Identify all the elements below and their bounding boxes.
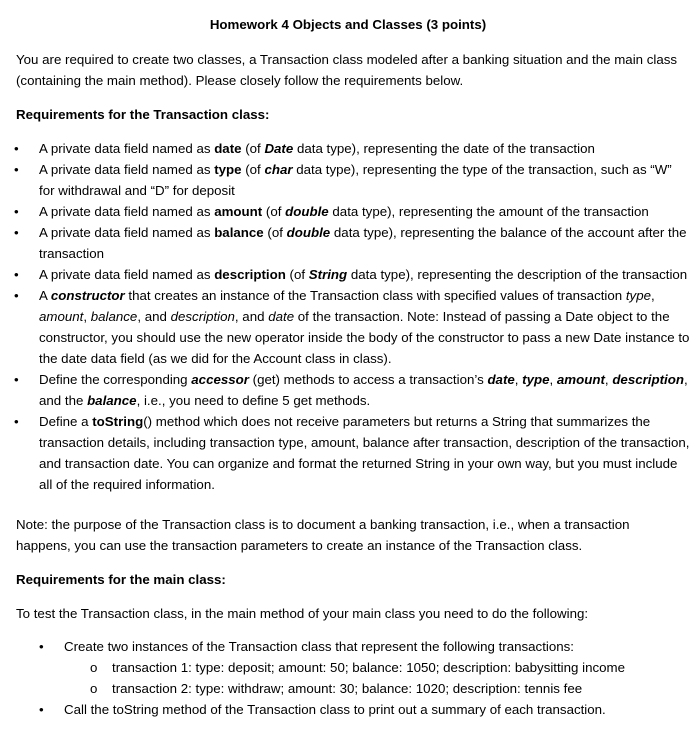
requirement-amount-field: • A private data field named as amount (of double data type), representing the amount of the transaction [0,201,690,222]
transaction-requirements-list [0,138,690,495]
bullet-icon: • [14,372,19,387]
main-requirements-heading: Requirements for the main class: [16,572,226,587]
bullet-icon: • [14,267,19,282]
requirement-accessors: • Define the corresponding accessor (get) methods to access a transaction’s date, type, amount, description, and the balance, i.e., you need to define 5 get methods. [0,369,690,411]
transaction-1-item: o transaction 1: type: deposit; amount: 50; balance: 1050; description: babysitting income [64,657,690,678]
requirement-constructor: • A constructor that creates an instance of the Transaction class with specified values of transaction type, amount, balance, and description, and date of the transaction. Note: Instead of passing a Date object to the constructor, you should use the new operator inside the body of the constructor to pass a new Date instance to the date data field (as we did for the Account class in class). [0,285,690,369]
bullet-icon: • [14,225,19,240]
bullet-icon: • [39,702,44,717]
note-paragraph: Note: the purpose of the Transaction class is to document a banking transaction, i.e., when a transaction happens, you can use the transaction parameters to create an instance of the Transaction class. [16,517,630,553]
intro-paragraph: You are required to create two classes, a Transaction class modeled after a banking situation and the main class (containing the main method). Please closely follow the requirements below. [16,52,678,88]
bullet-icon: • [14,288,19,303]
bullet-icon: • [14,414,19,429]
main-step-call-tostring: • Call the toString method of the Transaction class to print out a summary of each transaction. [0,699,690,720]
bullet-icon: • [14,204,19,219]
transaction-sublist [64,657,690,699]
main-step-create-instances: • Create two instances of the Transaction class that represent the following transactions: o transaction 1: type: deposit; amount: 50; balance: 1050; description: babysitting income o transaction 2: type: withdraw; amount: 30; balance: 1020; description: tennis fee [0,636,690,699]
page-title: Homework 4 Objects and Classes (3 points) [209,17,487,32]
circle-bullet-icon: o [90,681,98,696]
bullet-icon: • [14,141,19,156]
circle-bullet-icon: o [90,660,98,675]
transaction-2-item: o transaction 2: type: withdraw; amount: 30; balance: 1020; description: tennis fee [64,678,690,699]
requirement-tostring: • Define a toString() method which does not receive parameters but returns a String that summarizes the transaction details, including transaction type, amount, balance after transaction, description of the transaction, and transaction date. You can organize and format the returned String in your own way, but you must include all of the required information. [0,411,690,495]
requirement-type-field: • A private data field named as type (of char data type), representing the type of the transaction, such as “W” for withdrawal and “D” for deposit [0,159,690,201]
bullet-icon: • [14,162,19,177]
requirement-description-field: • A private data field named as description (of String data type), representing the description of the transaction [0,264,690,285]
main-requirements-list [0,636,690,720]
bullet-icon: • [39,639,44,654]
requirement-balance-field: • A private data field named as balance (of double data type), representing the balance of the account after the transaction [0,222,690,264]
requirement-date-field: • A private data field named as date (of Date data type), representing the date of the transaction [0,138,690,159]
transaction-requirements-heading: Requirements for the Transaction class: [16,107,270,122]
main-intro-paragraph: To test the Transaction class, in the main method of your main class you need to do the following: [16,606,589,621]
